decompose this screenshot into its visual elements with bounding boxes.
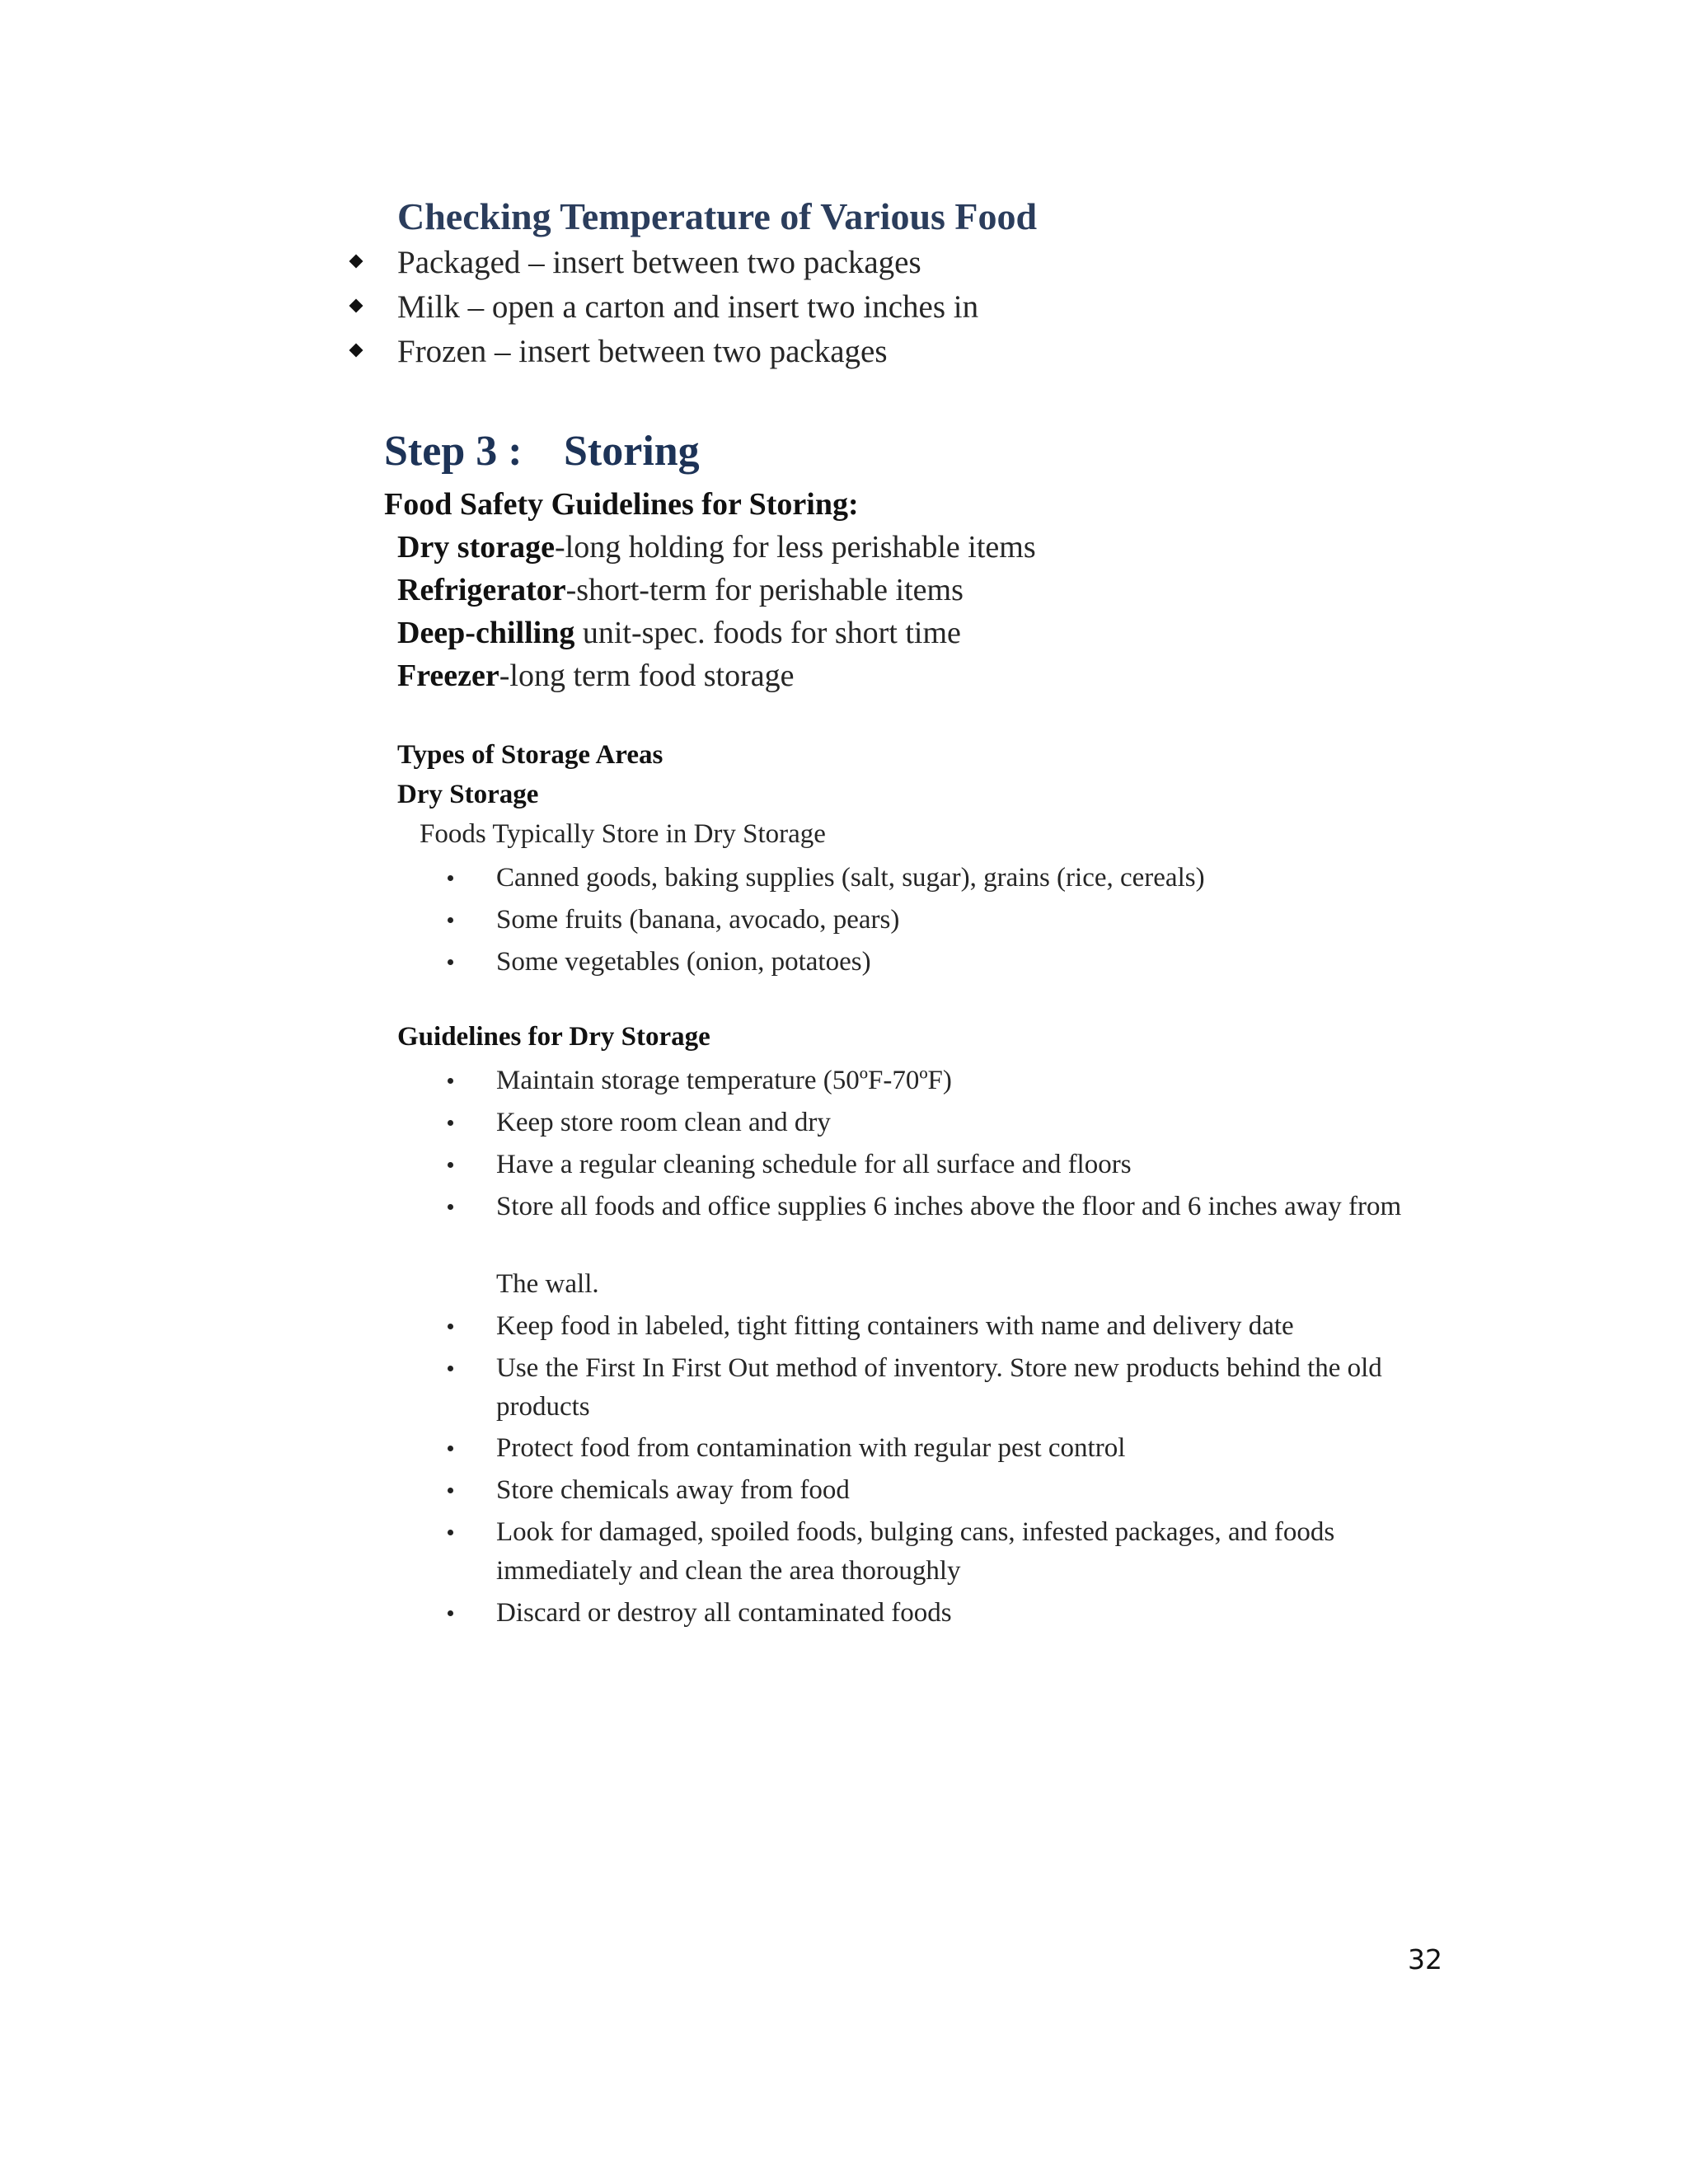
diamond-bullet-icon	[349, 344, 363, 358]
storage-type-desc: unit-spec. foods for short time	[574, 616, 961, 650]
storage-type-desc: -long holding for less perishable items	[554, 530, 1036, 565]
bullet-icon	[448, 917, 453, 923]
storage-type-desc: -short-term for perishable items	[565, 573, 964, 607]
bullet-icon	[448, 1610, 453, 1616]
storage-type-term: Freezer	[397, 658, 499, 693]
bullet-icon	[448, 1078, 453, 1084]
diamond-bullet-icon	[349, 255, 363, 269]
dry-storage-intro: Foods Typically Store in Dry Storage	[420, 819, 826, 849]
bullet-icon	[448, 1530, 453, 1535]
step-heading	[384, 427, 700, 476]
bullet-icon	[448, 1120, 453, 1126]
storage-type-line	[397, 658, 794, 694]
bullet-icon	[448, 1366, 453, 1371]
dry-guidelines-heading: Guidelines for Dry Storage	[397, 1022, 710, 1052]
types-heading: Types of Storage Areas	[397, 740, 663, 770]
storage-type-term: Refrigerator	[397, 573, 566, 607]
document-page: Checking Temperature of Various Food Packaged – insert between two packages Milk – open a carton and insert two inches in Frozen – insert between two packages Step 3 : Storing Food Safety Guidelines for Storing: Dry storage-long holding for less perishable items Refrigerator-short-term for perishable items Deep-chilling unit-spec. foods for short time Freezer-long term food storage Types of Storage Areas Dry Storage Foods Typically Store in Dry Storage Canned goods, baking supplies (salt, sugar), grains (rice, cereals) Some fruits (banana, avocado, pears) Some vegetables (onion, potatoes) Guidelines for Dry Storage Maintain storage temperature (50ºF-70ºF) Keep store room clean and dry Have a regular cleaning schedule for all surface and floors Store all foods and office supplies 6 inches above the floor and 6 inches away from The wall. Keep food in labeled, tight fitting containers with name and delivery date Use the First In First Out method of inventory. Store new products behind the old products Protect food from contamination with regular pest control Store chemicals away from food Look for damaged, spoiled foods, bulging cans, infested packages, and foods immediately and clean the area thoroughly Discard or destroy all contaminated foods 32	[0, 0, 1688, 2184]
storage-type-line	[397, 572, 964, 608]
page-number: 32	[1408, 1943, 1442, 1975]
storage-type-term: Deep-chilling	[397, 616, 575, 650]
bullet-icon	[448, 875, 453, 881]
guidelines-heading: Food Safety Guidelines for Storing:	[384, 487, 859, 522]
bullet-icon	[448, 1204, 453, 1210]
bullet-icon	[448, 1324, 453, 1329]
bullet-icon	[448, 1162, 453, 1168]
bullet-icon	[448, 959, 453, 965]
checking-temperature-heading: Checking Temperature of Various Food	[397, 195, 1038, 237]
diamond-bullet-icon	[349, 299, 363, 313]
step-number: Step 3 :	[384, 428, 523, 475]
storage-type-line	[397, 529, 1036, 565]
storage-type-desc: -long term food storage	[499, 658, 795, 693]
step-name: Storing	[564, 428, 700, 475]
storage-type-term: Dry storage	[397, 530, 555, 565]
bullet-icon	[448, 1446, 453, 1451]
bullet-icon	[448, 1488, 453, 1493]
storage-type-line	[397, 615, 961, 651]
dry-storage-heading: Dry Storage	[397, 780, 539, 809]
